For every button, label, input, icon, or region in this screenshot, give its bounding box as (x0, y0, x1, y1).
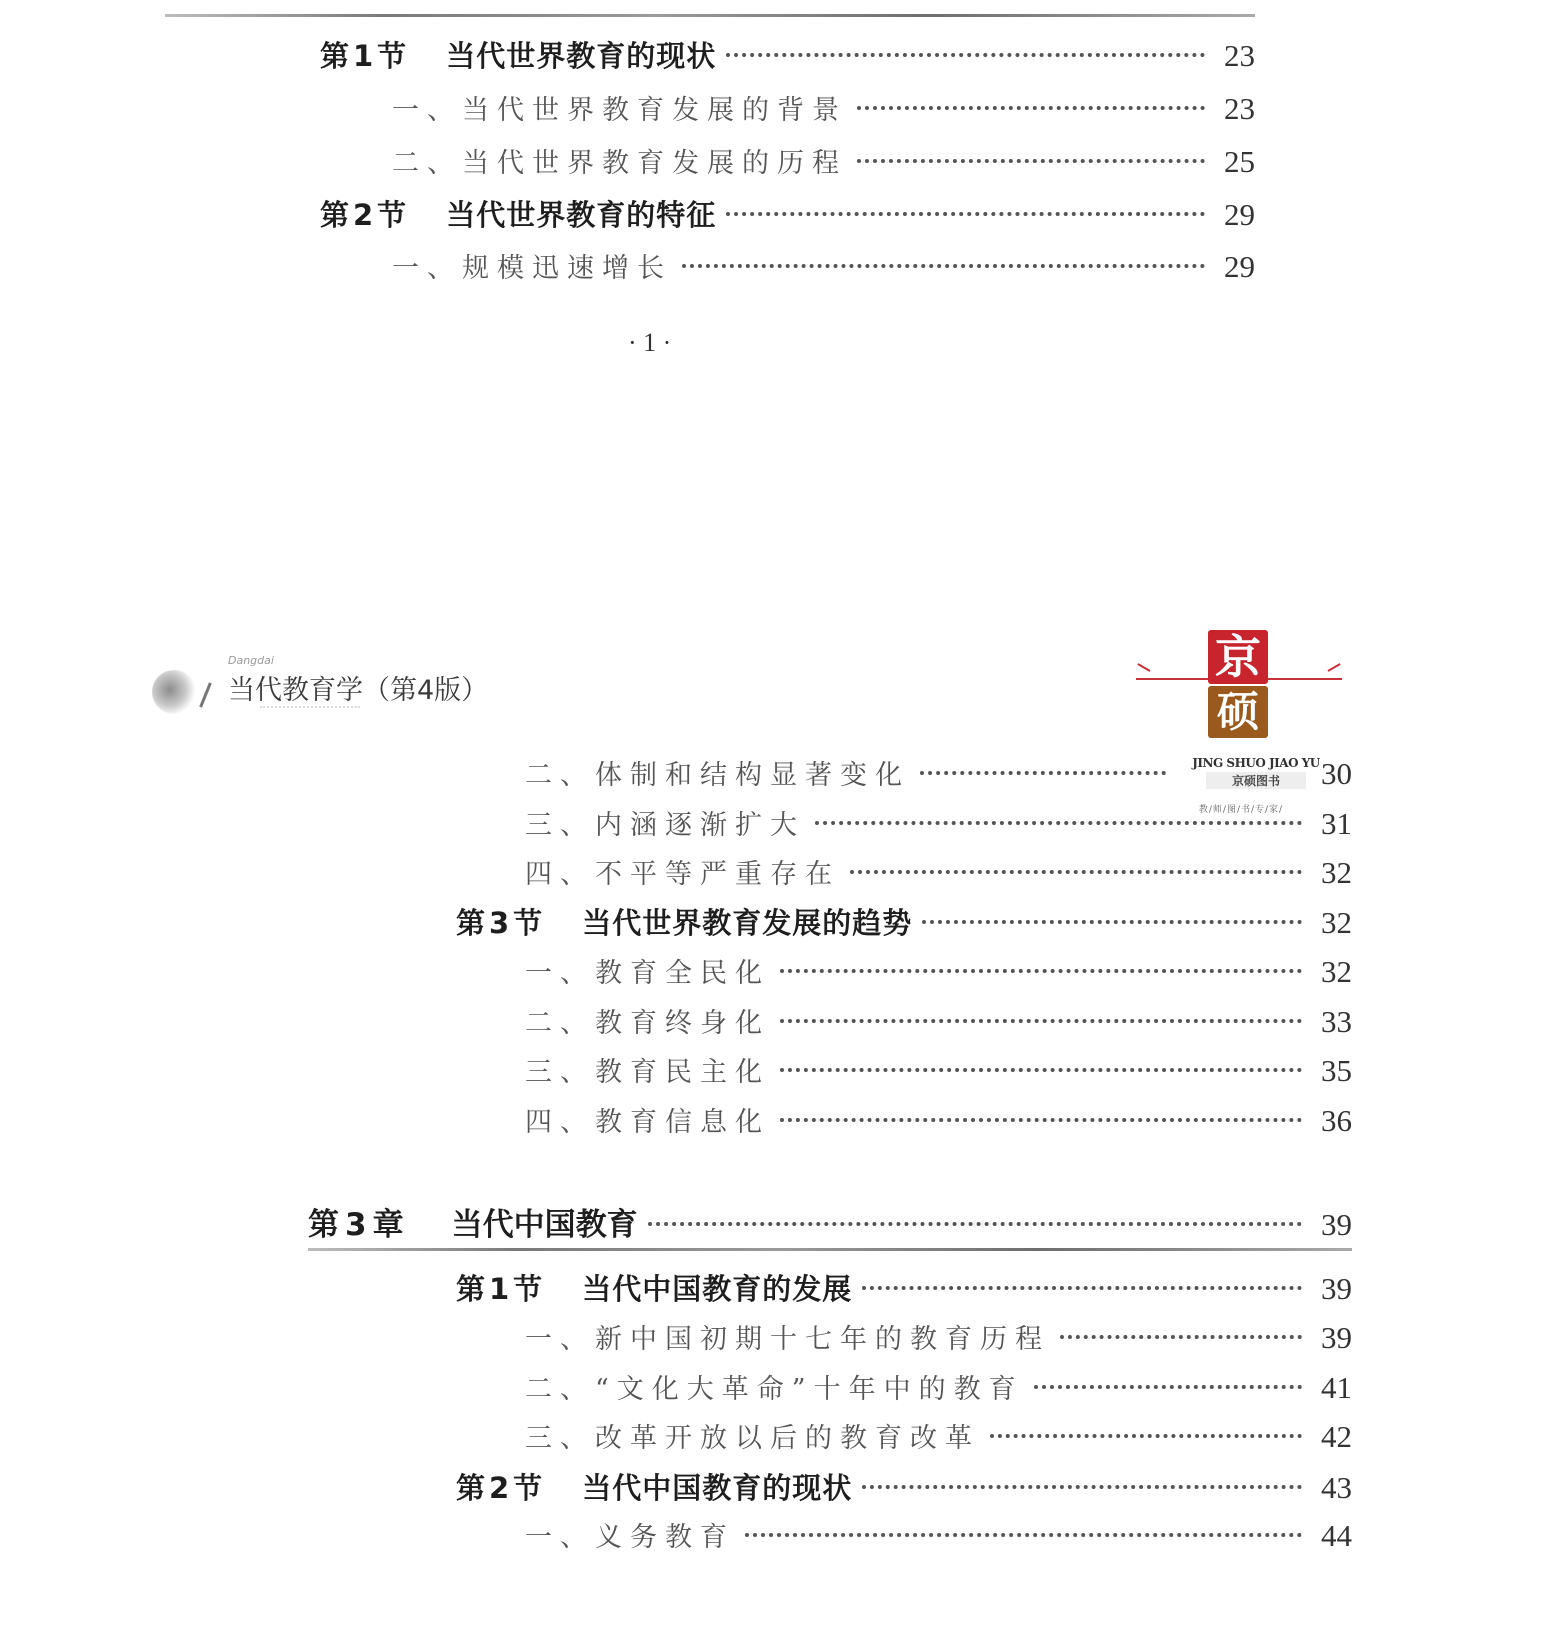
section-number: 第3节 (456, 906, 547, 940)
section-number: 第1节 (320, 39, 411, 73)
section-number: 第2节 (320, 198, 411, 232)
toc-item-entry[interactable] (525, 1367, 1352, 1406)
toc-section-entry[interactable] (456, 1267, 1352, 1308)
emblem-slash (199, 682, 212, 707)
book-title: 当代教育学（第4版） (228, 675, 489, 706)
section-number: 第2节 (456, 1471, 547, 1505)
page-number: 29 (1224, 249, 1255, 284)
dot-leader (1060, 1335, 1302, 1339)
page-number: 43 (1321, 1470, 1352, 1505)
page-number: 39 (1321, 1271, 1352, 1306)
item-title: 一、当代世界教育发展的背景 (392, 95, 847, 126)
toc-section-entry[interactable] (320, 34, 1255, 75)
seal-bottom-glyph: 硕 (1208, 686, 1268, 738)
toc-item-entry[interactable] (392, 141, 1255, 180)
toc-item-entry[interactable] (525, 1416, 1352, 1455)
toc-section-entry[interactable] (456, 1466, 1352, 1507)
toc-item-entry[interactable] (392, 88, 1255, 127)
page-number: 31 (1321, 806, 1352, 841)
page-number: 29 (1224, 197, 1255, 232)
page-number: 32 (1321, 905, 1352, 940)
toc-item-entry[interactable] (525, 951, 1352, 990)
section-title: 当代中国教育的现状 (582, 1471, 853, 1505)
dot-leader (990, 1434, 1302, 1438)
toc-item-entry[interactable] (525, 1515, 1352, 1554)
dot-leader (815, 821, 1302, 825)
dot-leader (780, 1068, 1302, 1072)
page-number: 39 (1321, 1207, 1352, 1242)
dot-leader (857, 106, 1205, 110)
dot-leader (920, 771, 1166, 775)
page-number: 35 (1321, 1053, 1352, 1088)
item-title: 二、体制和结构显著变化 (525, 760, 910, 791)
toc-item-entry[interactable] (525, 1050, 1352, 1089)
page-number: 42 (1321, 1419, 1352, 1454)
section-title: 当代世界教育的特征 (446, 198, 717, 232)
item-title: 二、当代世界教育发展的历程 (392, 148, 847, 179)
item-title: 四、教育信息化 (525, 1107, 770, 1138)
toc-item-entry[interactable] (525, 803, 1352, 842)
page-number: 23 (1224, 38, 1255, 73)
page-footer-number: · 1 · (628, 328, 672, 357)
dot-leader (780, 1019, 1302, 1023)
dot-leader (780, 969, 1302, 973)
brand-slogan: 教/师/图/书/专/家/ (1198, 805, 1284, 815)
section-title: 当代世界教育的现状 (446, 39, 717, 73)
running-header (148, 652, 528, 722)
toc-item-entry[interactable] (525, 753, 1352, 792)
toc-section-entry[interactable] (456, 901, 1352, 942)
dot-leader (648, 1222, 1302, 1226)
section-title: 当代世界教育发展的趋势 (582, 906, 913, 940)
toc-item-entry[interactable] (525, 1100, 1352, 1139)
dot-leader (922, 920, 1302, 924)
dot-leader (857, 159, 1205, 163)
item-title: 三、改革开放以后的教育改革 (525, 1423, 980, 1454)
dot-leader (862, 1286, 1302, 1290)
page-number: 32 (1321, 954, 1352, 989)
dot-leader (1034, 1385, 1302, 1389)
item-title: 二、教育终身化 (525, 1008, 770, 1039)
logo-red-line-right-tip (1328, 663, 1341, 672)
dot-leader (850, 870, 1302, 874)
dot-leader (726, 53, 1205, 57)
page-number: 23 (1224, 91, 1255, 126)
item-title: 一、义务教育 (525, 1522, 735, 1553)
item-title: 四、不平等严重存在 (525, 859, 840, 890)
dot-leader (862, 1485, 1302, 1489)
page-number: 41 (1321, 1370, 1352, 1405)
toc-section-entry[interactable] (320, 193, 1255, 234)
item-title: 三、教育民主化 (525, 1057, 770, 1088)
item-title: 一、规模迅速增长 (392, 253, 672, 284)
dot-leader (745, 1533, 1302, 1537)
header-subline (260, 704, 360, 708)
page-number: 25 (1224, 144, 1255, 179)
book-emblem-icon (152, 670, 196, 714)
toc-item-entry[interactable] (525, 1317, 1352, 1356)
toc-item-entry[interactable] (392, 246, 1255, 285)
dot-leader (726, 212, 1205, 216)
chapter-number: 第3章 (308, 1207, 410, 1243)
item-title: 二、“文化大革命”十年中的教育 (525, 1374, 1024, 1405)
seal-top-glyph: 京 (1208, 630, 1268, 684)
brand-chinese-name: 京硕图书 (1206, 772, 1306, 789)
dot-leader (780, 1118, 1302, 1122)
logo-red-line-left-tip (1137, 663, 1150, 672)
chapter-title: 当代中国教育 (451, 1207, 638, 1243)
item-title: 一、教育全民化 (525, 958, 770, 989)
page-number: 44 (1321, 1518, 1352, 1553)
toc-chapter-entry[interactable] (308, 1199, 1352, 1244)
page-number: 30 (1321, 756, 1352, 791)
page-number: 32 (1321, 855, 1352, 890)
toc-item-entry[interactable] (525, 852, 1352, 891)
page-number: 39 (1321, 1320, 1352, 1355)
item-title: 三、内涵逐渐扩大 (525, 810, 805, 841)
toc-item-entry[interactable] (525, 1001, 1352, 1040)
dot-leader (682, 264, 1205, 268)
chapter-rule (308, 1248, 1352, 1251)
item-title: 一、新中国初期十七年的教育历程 (525, 1324, 1050, 1355)
page1-top-rule (165, 14, 1255, 17)
section-title: 当代中国教育的发展 (582, 1272, 853, 1306)
header-pinyin: Dangdai (228, 654, 274, 667)
section-number: 第1节 (456, 1272, 547, 1306)
brand-english-name: JING SHUO JIAO YU (1192, 756, 1320, 770)
page-number: 36 (1321, 1103, 1352, 1138)
page-number: 33 (1321, 1004, 1352, 1039)
